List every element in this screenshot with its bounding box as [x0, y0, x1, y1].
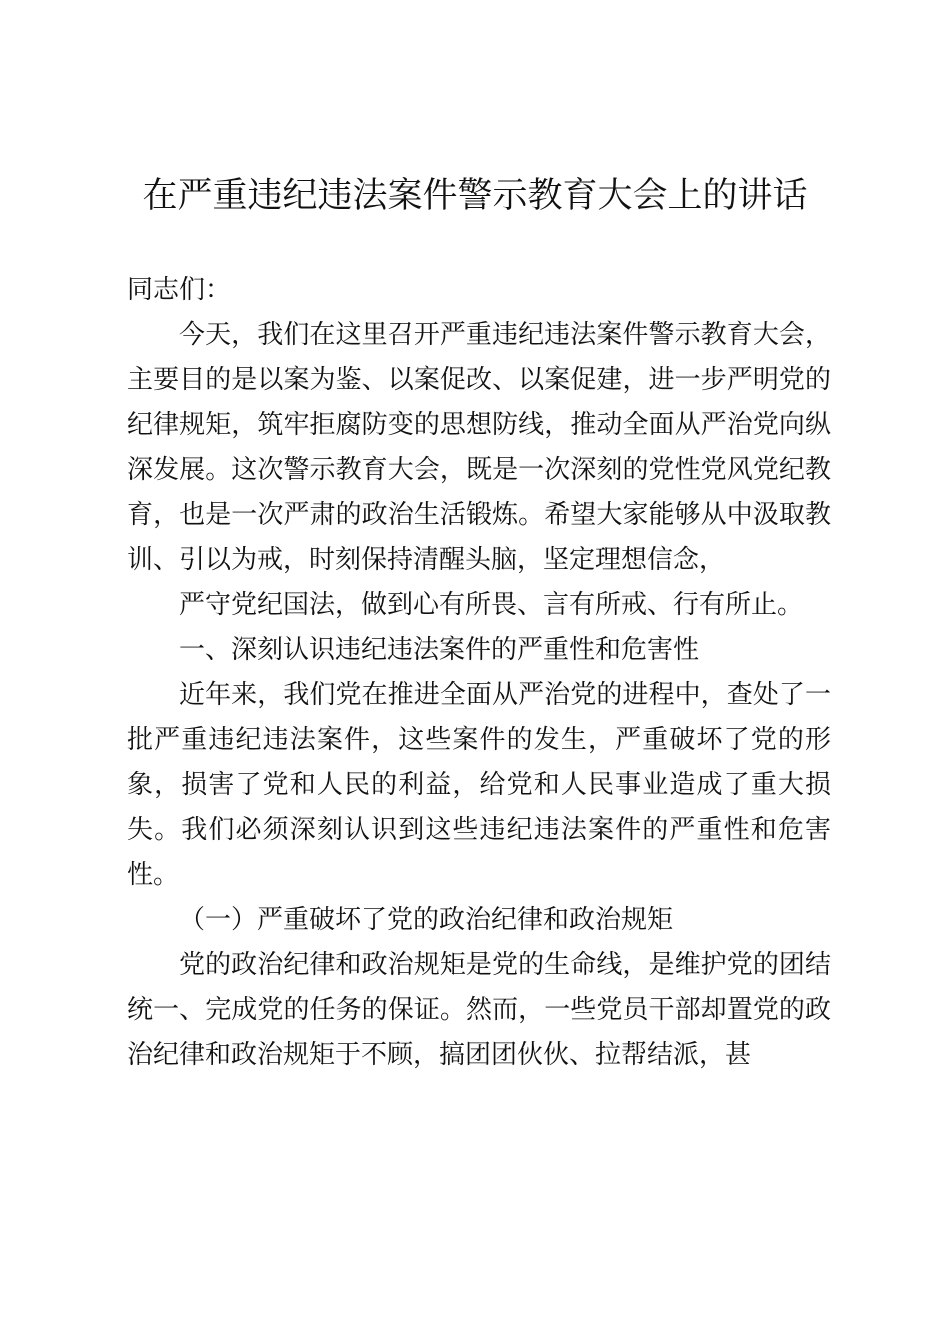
- greeting: 同志们：: [127, 275, 232, 305]
- document-body: [127, 268, 831, 1078]
- subsection-paragraph: 党的政治纪律和政治规矩是党的生命线，是维护党的团结统一、完成党的任务的保证。然而，一些党员干部却置党的政治纪律和政治规矩于不顾，搞团团伙伙、拉帮结派，甚: [127, 950, 831, 1070]
- subsection-heading: （一）严重破坏了党的政治纪律和政治规矩: [179, 905, 674, 935]
- intro-paragraph-continued: 严守党纪国法，做到心有所畏、言有所戒、行有所止。: [179, 590, 804, 620]
- section-heading: 一、深刻认识违纪违法案件的严重性和危害性: [179, 635, 700, 665]
- document-title: 在严重违纪违法案件警示教育大会上的讲话: [142, 176, 808, 216]
- intro-paragraph: 今天，我们在这里召开严重违纪违法案件警示教育大会，主要目的是以案为鉴、以案促改、以案促建，进一步严明党的纪律规矩，筑牢拒腐防变的思想防线，推动全面从严治党向纵深发展。这次警示教育大会，既是一次深刻的党性党风党纪教育，也是一次严肃的政治生活锻炼。希望大家能够从中汲取教训、引以为戒，时刻保持清醒头脑，坚定理想信念，: [127, 320, 831, 575]
- section-paragraph: 近年来，我们党在推进全面从严治党的进程中，查处了一批严重违纪违法案件，这些案件的发生，严重破坏了党的形象，损害了党和人民的利益，给党和人民事业造成了重大损失。我们必须深刻认识到这些违纪违法案件的严重性和危害性。: [127, 680, 831, 890]
